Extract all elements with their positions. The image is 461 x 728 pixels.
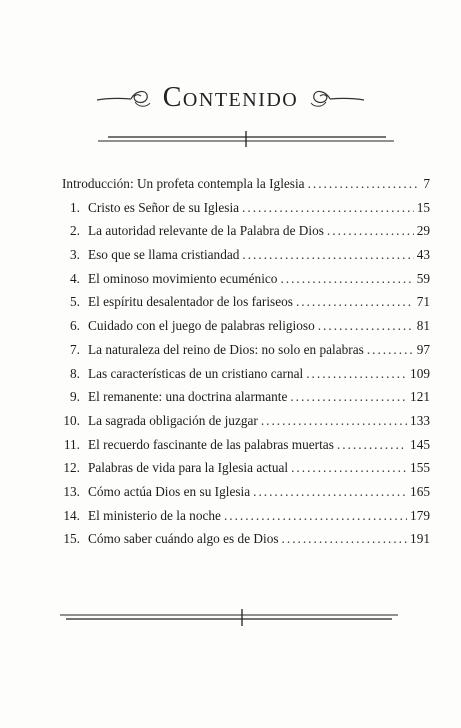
toc-entry-title: El recuerdo fascinante de las palabras muertas [88, 436, 334, 452]
toc-entry-page: 191 [410, 531, 430, 547]
dot-leader [291, 456, 407, 480]
toc-entry-title: Las características de un cristiano carnal [88, 365, 304, 381]
toc-entry-title: La autoridad relevante de la Palabra de Dios [88, 223, 324, 239]
dot-leader [242, 196, 414, 220]
toc-entry-number: 1. [70, 199, 80, 215]
toc-entry-number: 6. [70, 318, 80, 334]
toc-entry[interactable] [62, 456, 430, 480]
toc-entry[interactable] [62, 267, 430, 291]
toc-entry-title: Palabras de vida para la Iglesia actual [88, 460, 289, 476]
toc-entry-page: 59 [416, 270, 430, 286]
toc-entry-number: 5. [70, 294, 80, 310]
left-flourish-icon [95, 85, 153, 111]
toc-entry-page: 97 [416, 341, 430, 357]
toc-entry-title: Cristo es Señor de su Iglesia [88, 199, 240, 215]
toc-entry[interactable] [62, 385, 430, 409]
toc-entry-page: 165 [410, 483, 430, 499]
toc-entry-title: El ministerio de la noche [88, 507, 221, 523]
toc-entry-number: 2. [70, 223, 80, 239]
toc-entry-number: 9. [70, 389, 80, 405]
toc-entry-number: 4. [70, 270, 80, 286]
bottom-divider [58, 608, 400, 628]
toc-entry[interactable] [62, 243, 430, 267]
toc-entry-number: 10. [63, 412, 80, 428]
dot-leader [224, 504, 407, 528]
dot-leader [261, 409, 407, 433]
toc-entry[interactable] [62, 219, 430, 243]
toc-entry-title: El espíritu desalentador de los fariseos [88, 294, 293, 310]
dot-leader [306, 362, 407, 386]
dot-leader [337, 433, 407, 457]
toc-entry-number: 7. [70, 341, 80, 357]
toc-entry-page: 15 [416, 199, 430, 215]
toc-entry-number: 3. [70, 247, 80, 263]
toc-entry[interactable] [62, 196, 430, 220]
toc-entry-title: La sagrada obligación de juzgar [88, 412, 258, 428]
toc-entry[interactable] [62, 290, 430, 314]
toc-entry-title: Cuidado con el juego de palabras religioso [88, 318, 315, 334]
toc-entry-number: 13. [63, 483, 80, 499]
dot-leader [280, 267, 413, 291]
dot-leader [242, 243, 413, 267]
toc-entry-page: 179 [410, 507, 430, 523]
table-of-contents [62, 172, 430, 551]
toc-entry[interactable] [62, 409, 430, 433]
toc-entry[interactable] [62, 527, 430, 551]
top-divider [96, 128, 396, 148]
toc-entry-title: Introducción: Un profeta contempla la Iglesia [62, 176, 305, 191]
toc-entry-page: 29 [416, 223, 430, 239]
right-flourish-icon [308, 85, 366, 111]
dot-leader [296, 290, 414, 314]
dot-leader [318, 314, 414, 338]
page-title: Contenido [162, 82, 299, 113]
toc-entry-title: El ominoso movimiento ecuménico [88, 270, 278, 286]
toc-entry-title: Cómo actúa Dios en su Iglesia [88, 483, 251, 499]
toc-entry[interactable] [62, 362, 430, 386]
dot-leader [253, 480, 407, 504]
toc-entry-number: 11. [63, 436, 80, 452]
toc-entry-page: 43 [416, 247, 430, 263]
toc-entry-page: 109 [410, 365, 430, 381]
dot-leader [290, 385, 407, 409]
toc-entry[interactable] [62, 433, 430, 457]
toc-entry[interactable] [62, 172, 430, 196]
toc-entry-page: 71 [416, 294, 430, 310]
toc-entry[interactable] [62, 480, 430, 504]
dot-leader [327, 219, 414, 243]
toc-entry-number: 15. [63, 531, 80, 547]
dot-leader [308, 172, 421, 196]
toc-entry-title: La naturaleza del reino de Dios: no solo en palabras [88, 341, 364, 357]
toc-entry-page: 81 [416, 318, 430, 334]
toc-entry-page: 121 [410, 389, 430, 405]
toc-entry-title: El remanente: una doctrina alarmante [88, 389, 288, 405]
toc-entry[interactable] [62, 504, 430, 528]
toc-entry-number: 8. [70, 365, 80, 381]
title-block [0, 78, 461, 118]
toc-entry-page: 145 [410, 436, 430, 452]
toc-entry[interactable] [62, 314, 430, 338]
toc-entry[interactable] [62, 338, 430, 362]
toc-entry-page: 155 [410, 460, 430, 476]
toc-entry-number: 12. [63, 460, 80, 476]
dot-leader [367, 338, 414, 362]
toc-entry-title: Eso que se llama cristiandad [88, 247, 240, 263]
toc-entry-title: Cómo saber cuándo algo es de Dios [88, 531, 279, 547]
toc-entry-number: 14. [63, 507, 80, 523]
toc-entry-page: 7 [423, 176, 430, 191]
dot-leader [282, 527, 408, 551]
toc-entry-page: 133 [410, 412, 430, 428]
